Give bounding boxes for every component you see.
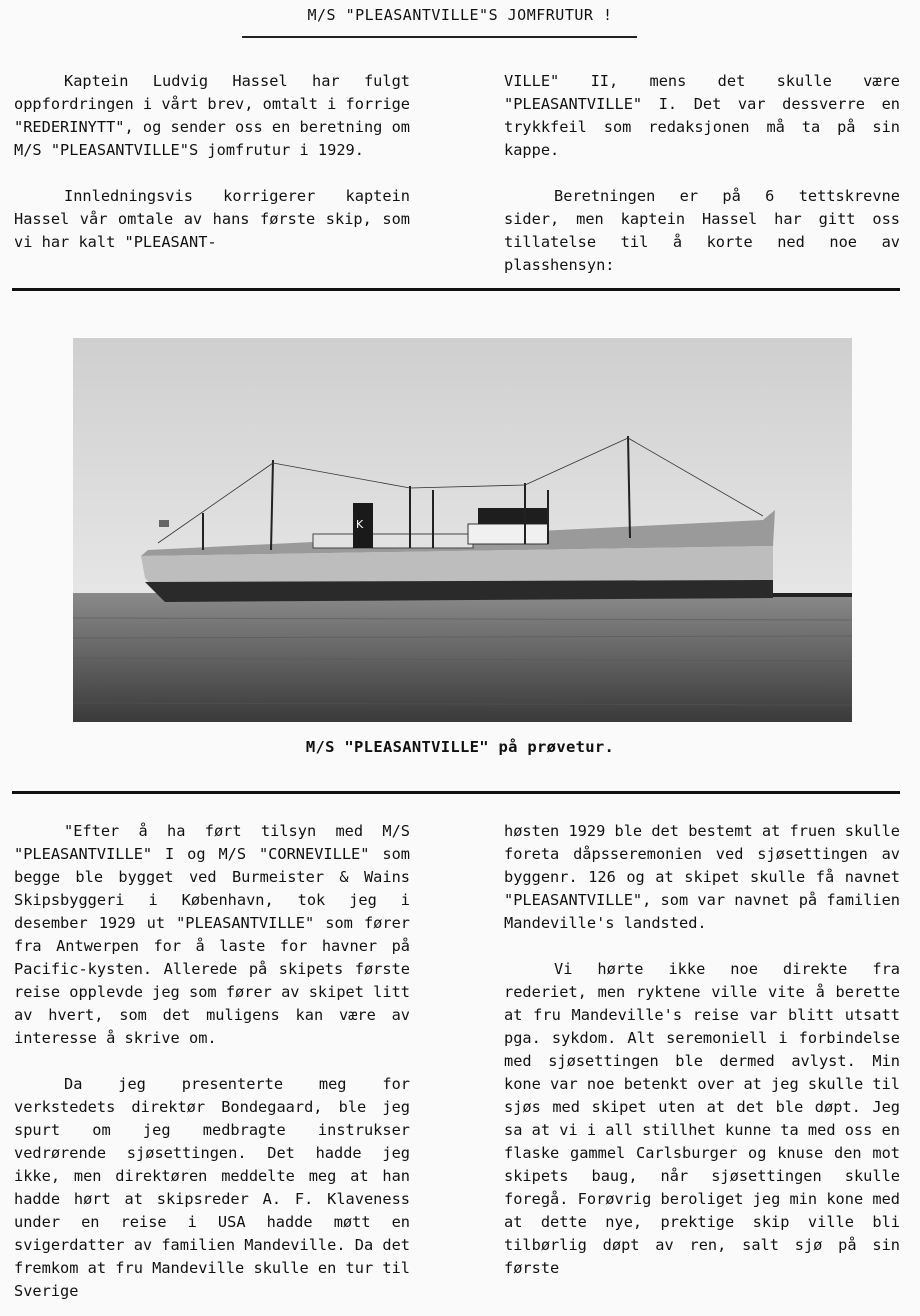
intro-paragraph: Innledningsvis korrigerer kaptein Hassel vår omtale av hans første skip, som vi har kalt "PLEASANT- (14, 187, 410, 251)
section-divider (12, 791, 900, 794)
intro-paragraph: Kaptein Ludvig Hassel har fulgt oppfordringen i vårt brev, omtalt i forrige "REDERINYTT", og sender oss en beretning om M/S "PLEASANTVILLE"S jomfrutur i 1929. (14, 72, 411, 159)
intro-right-column (504, 70, 900, 277)
title-underline (242, 36, 637, 38)
intro-left-column (14, 70, 410, 254)
body-paragraph: Da jeg presenterte meg for verkstedets direktør Bondegaard, ble jeg spurt om jeg medbragte instrukser vedrørende sjøsettingen. Det hadde jeg ikke, men direktøren meddelte meg at han hadde hørt at skipsreder A. F. Klaveness under en reise i USA hadde møtt en svigerdatter av familien Mandeville. Da det fremkom at fru Mandeville skulle en tur til Sverige (14, 1075, 411, 1300)
photo-caption: M/S "PLEASANTVILLE" på prøvetur. (305, 738, 615, 756)
body-left-column (14, 820, 410, 1303)
intro-paragraph: VILLE" II, mens det skulle være "PLEASANTVILLE" I. Det var dessverre en trykkfeil som redaksjonen må ta på sin kappe. (504, 72, 900, 159)
body-paragraph: "Efter å ha ført tilsyn med M/S "PLEASANTVILLE" I og M/S "CORNEVILLE" som begge ble bygget ved Burmeister & Wains Skipsbyggeri i København, tok jeg i desember 1929 ut "PLEASANTVILLE" som fører fra Antwerpen for å laste for havner på Pacific-kysten. Allerede på skipets første reise opplevde jeg som fører av skipet litt av hvert, som det muligens kan være av interesse å skrive om. (14, 822, 411, 1047)
svg-text:K: K (356, 518, 364, 531)
section-divider (12, 288, 900, 291)
ship-illustration (73, 338, 852, 722)
ship-photo (73, 338, 852, 722)
page-title: M/S "PLEASANTVILLE"S JOMFRUTUR ! (307, 6, 613, 24)
body-paragraph: høsten 1929 ble det bestemt at fruen skulle foreta dåpsseremonien ved sjøsettingen av byggenr. 126 og at skipet skulle få navnet "PLEASANTVILLE", som var navnet på familien Mandeville's landsted. (504, 822, 901, 932)
body-paragraph: Vi hørte ikke noe direkte fra rederiet, men ryktene ville vite å berette at fru Mandeville's reise var blitt utsatt pga. sykdom. Alt seremoniell i forbindelse med sjøsettingen ble dermed avlyst. Min kone var noe betenkt over at jeg skulle til sjøs med skipet uten at det ble døpt. Jeg sa at vi i all stillhet kunne ta med oss en flaske gammel Carlsburger og knuse den mot skipets baug, når sjøsettingen skulle foregå. Forøvrig beroliget jeg min kone med at dette nye, prektige skip ville bli tilbørlig døpt av ren, salt sjø på sin første (504, 960, 901, 1277)
body-right-column (504, 820, 900, 1280)
intro-paragraph: Beretningen er på 6 tettskrevne sider, men kaptein Hassel har gitt oss tillatelse til å korte ned noe av plasshensyn: (504, 187, 900, 274)
